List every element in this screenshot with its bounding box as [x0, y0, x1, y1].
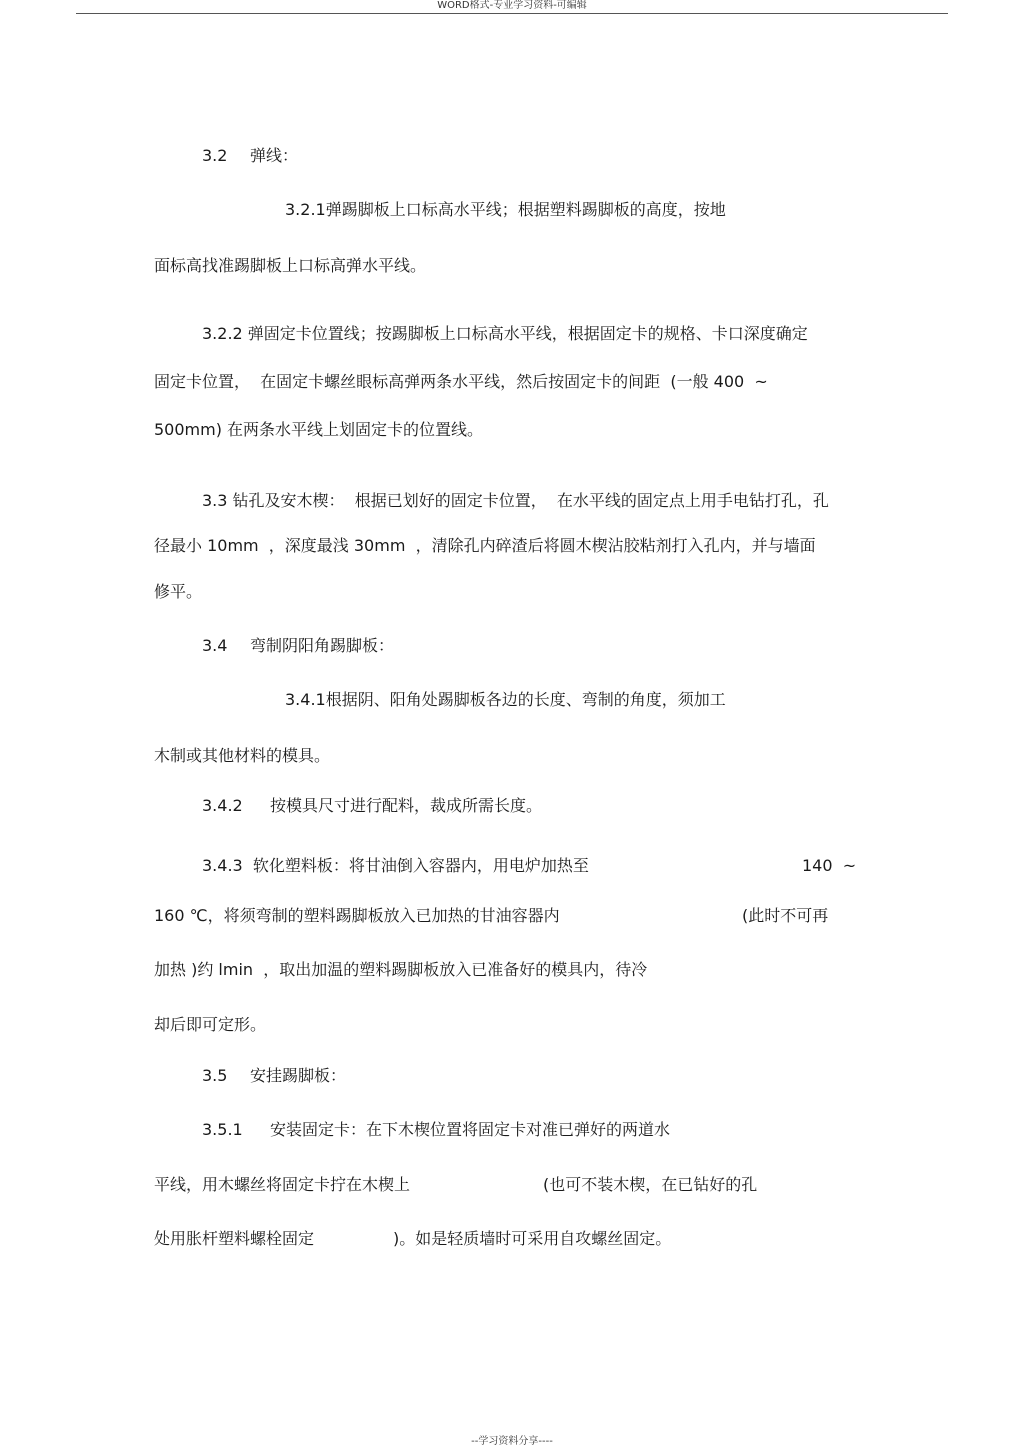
paragraph-line: 3.4.3 软化塑料板：将甘油倒入容器内，用电炉加热至	[202, 856, 589, 875]
section-number-3-4: 3.4	[202, 636, 228, 655]
paragraph-line: 3.2.1弹踢脚板上口标高水平线；根据塑料踢脚板的高度，按地	[285, 200, 726, 219]
section-title-3-2: 弹线：	[250, 146, 299, 165]
section-title-3-4: 弯制阴阳角踢脚板：	[250, 636, 395, 655]
section-title-3-5: 安挂踢脚板：	[250, 1066, 347, 1085]
paragraph-line: 径最小 10mm ，深度最浅 30mm ，清除孔内碎渣后将圆木楔沾胶粘剂打入孔内，并与墙面	[154, 536, 816, 555]
paragraph-line: 加热 )约 lmin ，取出加温的塑料踢脚板放入已准备好的模具内，待冷	[154, 960, 648, 979]
paragraph-line: 160 ℃，将须弯制的塑料踢脚板放入已加热的甘油容器内	[154, 906, 560, 925]
paragraph-line: 面标高找准踢脚板上口标高弹水平线。	[154, 256, 427, 275]
header-divider	[76, 13, 948, 14]
paragraph-line: 修平。	[154, 582, 203, 601]
page-footer: --学习资料分享----	[471, 1436, 553, 1447]
paragraph-line: 按模具尺寸进行配料，裁成所需长度。	[270, 796, 543, 815]
paragraph-line: 3.3 钻孔及安木楔： 根据已划好的固定卡位置， 在水平线的固定点上用手电钻打孔，孔	[202, 491, 829, 510]
paragraph-line: 木制或其他材料的模具。	[154, 746, 331, 765]
paragraph-number: 3.4.2	[202, 796, 243, 815]
paragraph-line: 平线，用木螺丝将固定卡拧在木楔上	[154, 1175, 411, 1194]
paragraph-line: 3.2.2 弹固定卡位置线；按踢脚板上口标高水平线，根据固定卡的规格、卡口深度确定	[202, 324, 808, 343]
paragraph-line: 3.4.1根据阴、阳角处踢脚板各边的长度、弯制的角度，须加工	[285, 690, 726, 709]
section-number-3-5: 3.5	[202, 1066, 228, 1085]
paragraph-line: (也可不装木楔，在已钻好的孔	[543, 1175, 758, 1194]
paragraph-line: 却后即可定形。	[154, 1015, 267, 1034]
paragraph-line: (此时不可再	[742, 906, 829, 925]
paragraph-line: 固定卡位置， 在固定卡螺丝眼标高弹两条水平线，然后按固定卡的间距 (一般 400 ~	[154, 372, 768, 391]
paragraph-line: )。如是轻质墙时可采用自攻螺丝固定。	[393, 1229, 672, 1248]
paragraph-line: 500mm) 在两条水平线上划固定卡的位置线。	[154, 420, 484, 439]
paragraph-line: 处用胀杆塑料螺栓固定	[154, 1229, 315, 1248]
section-number-3-2: 3.2	[202, 146, 228, 165]
paragraph-line: 安装固定卡：在下木楔位置将固定卡对准已弹好的两道水	[270, 1120, 671, 1139]
paragraph-line: 140 ~	[802, 856, 857, 875]
page-header: WORD格式-专业学习资料-可编辑	[437, 0, 587, 11]
paragraph-number: 3.5.1	[202, 1120, 243, 1139]
